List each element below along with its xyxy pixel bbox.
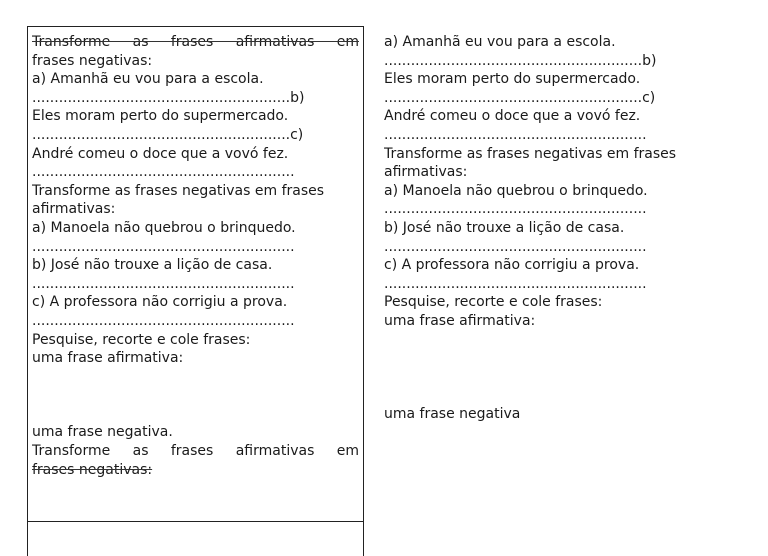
- right-text-line: ...........................................................: [384, 201, 647, 218]
- left-text-line: a) Amanhã eu vou para a escola.: [32, 71, 264, 88]
- right-text-line: [384, 368, 724, 387]
- right-text-line: c) A professora não corrigiu a prova.: [384, 257, 640, 274]
- right-text-line: ..........................................................b): [384, 52, 657, 69]
- left-text-line: ...........................................................: [32, 275, 295, 292]
- left-text-line: [32, 368, 359, 387]
- right-text-line: ..........................................................c): [384, 89, 656, 106]
- left-text-line: André comeu o doce que a vovó fez.: [32, 145, 289, 162]
- left-text-line: ..........................................................b): [32, 89, 305, 106]
- right-text-line: uma frase negativa: [384, 405, 521, 422]
- left-text-line: ...........................................................: [32, 164, 295, 181]
- right-text-line: a) Manoela não quebrou o brinquedo.: [384, 182, 648, 199]
- left-text-line: a) Manoela não quebrou o brinquedo.: [32, 219, 296, 236]
- right-text-line: a) Amanhã eu vou para a escola.: [384, 34, 616, 50]
- left-text-line: Transforme as frases afirmativas em: [32, 34, 359, 50]
- right-text-line: uma frase afirmativa:: [384, 312, 536, 329]
- right-text-line: ...........................................................: [384, 126, 647, 143]
- right-text-line: [384, 386, 724, 405]
- left-text-line: Transforme as frases afirmativas em: [32, 443, 359, 460]
- left-text-line: afirmativas:: [32, 201, 116, 218]
- right-text-line: afirmativas:: [384, 164, 468, 181]
- left-text-line: uma frase negativa.: [32, 424, 173, 441]
- right-text-line: ...........................................................: [384, 275, 647, 292]
- right-text-line: Eles moram perto do supermercado.: [384, 71, 641, 88]
- right-column-text: [384, 33, 724, 423]
- right-text-line: [384, 349, 724, 368]
- left-text-line: [32, 405, 359, 424]
- left-text-line: Pesquise, recorte e cole frases:: [32, 331, 251, 348]
- right-text-line: Pesquise, recorte e cole frases:: [384, 294, 603, 311]
- left-text-line: uma frase afirmativa:: [32, 350, 184, 367]
- left-text-line: frases negativas:: [32, 461, 153, 478]
- left-text-line: [32, 386, 359, 405]
- left-text-line: ...........................................................: [32, 312, 295, 329]
- left-text-line: Eles moram perto do supermercado.: [32, 108, 289, 125]
- right-text-line: [384, 331, 724, 350]
- left-text-line: c) A professora não corrigiu a prova.: [32, 294, 288, 311]
- left-column-divider: [27, 521, 364, 522]
- left-text-line: b) José não trouxe a lição de casa.: [32, 257, 273, 274]
- left-text-line: Transforme as frases negativas em frases: [32, 182, 325, 199]
- left-text-line: ..........................................................c): [32, 126, 304, 143]
- right-text-line: b) José não trouxe a lição de casa.: [384, 219, 625, 236]
- left-text-line: ...........................................................: [32, 238, 295, 255]
- left-text-line: frases negativas:: [32, 52, 153, 69]
- right-text-line: André comeu o doce que a vovó fez.: [384, 108, 641, 125]
- left-column-text: [32, 33, 359, 479]
- right-text-line: ...........................................................: [384, 238, 647, 255]
- right-text-line: Transforme as frases negativas em frases: [384, 145, 677, 162]
